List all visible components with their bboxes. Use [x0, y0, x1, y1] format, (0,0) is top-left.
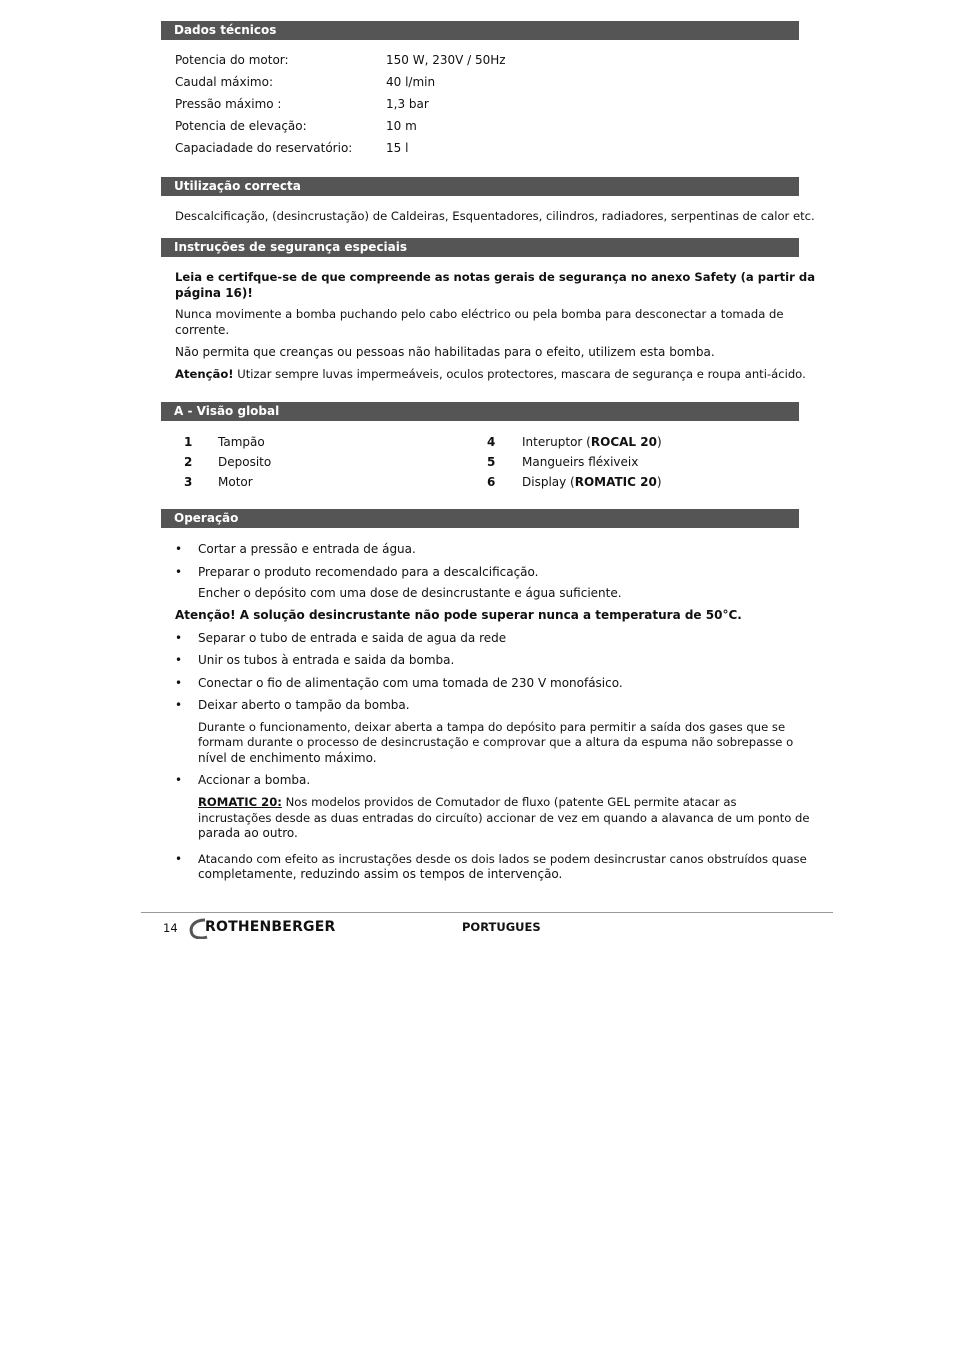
usage-text: Descalcificação, (desincrustação) de Caldeiras, Esquentadores, cilindros, radiadores, serpentinas de calor etc.: [175, 209, 815, 223]
safety-bold-line: página 16)!: [175, 286, 253, 300]
operation-step-detail: Durante o funcionamento, deixar aberta a tampa do depósito para permitir a saída dos gases que se: [198, 720, 786, 734]
spec-value: 1,3 bar: [386, 97, 429, 111]
brand-name: ROTHENBERGER: [205, 919, 336, 935]
bullet-dot: •: [175, 653, 183, 667]
operation-step-detail: incrustações desde as duas entradas do circuíto) accionar de vez em quando a alavanca de um ponto de: [198, 811, 810, 825]
overview-number: 3: [184, 475, 193, 489]
footer-language: PORTUGUES: [462, 920, 541, 934]
safety-attention: [175, 367, 806, 382]
spec-label: Pressão máximo :: [175, 97, 282, 111]
bullet-dot: •: [175, 565, 183, 579]
overview-number: 4: [487, 435, 496, 449]
footer-rule: [141, 912, 833, 913]
operation-step: Atacando com efeito as incrustações desde os dois lados se podem desincrustar canos obstruídos quase: [198, 852, 807, 866]
section-header-dados-tecnicos: Dados técnicos: [161, 21, 799, 40]
spec-label: Potencia do motor:: [175, 53, 289, 67]
operation-step-detail: parada ao outro.: [198, 826, 298, 840]
overview-number: 5: [487, 455, 496, 469]
overview-label: Display (ROMATIC 20): [522, 475, 662, 489]
section-header-operacao: Operação: [161, 509, 799, 528]
spec-value: 15 l: [386, 141, 409, 155]
operation-step: Unir os tubos à entrada e saida da bomba.: [198, 653, 455, 667]
overview-label: Mangueirs fléxiveix: [522, 455, 639, 469]
spec-label: Potencia de elevação:: [175, 119, 307, 133]
section-header-seguranca: Instruções de segurança especiais: [161, 238, 799, 257]
overview-number: 6: [487, 475, 496, 489]
bullet-dot: •: [175, 773, 183, 787]
overview-label: Deposito: [218, 455, 272, 469]
spec-value: 150 W, 230V / 50Hz: [386, 53, 506, 67]
bullet-dot: •: [175, 542, 183, 556]
spec-label: Capaciadade do reservatório:: [175, 141, 353, 155]
operation-step-detail: ROMATIC 20: Nos modelos providos de Comutador de fluxo (patente GEL permite atacar as: [198, 795, 737, 809]
operation-step: Cortar a pressão e entrada de água.: [198, 542, 416, 556]
safety-paragraph: Não permita que creanças ou pessoas não habilitadas para o efeito, utilizem esta bomba.: [175, 345, 715, 359]
operation-step-detail: Encher o depósito com uma dose de desincrustante e água suficiente.: [198, 586, 622, 600]
spec-value: 40 l/min: [386, 75, 436, 89]
overview-label: Tampão: [218, 435, 265, 449]
operation-step: Separar o tubo de entrada e saida de agua da rede: [198, 631, 507, 645]
overview-number: 2: [184, 455, 193, 469]
operation-step: Deixar aberto o tampão da bomba.: [198, 698, 410, 712]
operation-warning: Atenção! A solução desincrustante não pode superar nunca a temperatura de 50°C.: [175, 608, 742, 622]
overview-number: 1: [184, 435, 193, 449]
operation-step: Conectar o fio de alimentação com uma tomada de 230 V monofásico.: [198, 676, 623, 690]
bullet-dot: •: [175, 676, 183, 690]
bullet-dot: •: [175, 698, 183, 712]
safety-bold-line: Leia e certifque-se de que compreende as notas gerais de segurança no anexo Safety (a partir da: [175, 270, 816, 284]
page-number: 14: [163, 921, 178, 935]
section-header-utilizacao: Utilização correcta: [161, 177, 799, 196]
section-header-visao-global: A - Visão global: [161, 402, 799, 421]
operation-step: Accionar a bomba.: [198, 773, 311, 787]
attention-text: Utizar sempre luvas impermeáveis, oculos protectores, mascara de segurança e roupa anti-ácido.: [233, 367, 806, 381]
safety-paragraph: Nunca movimente a bomba puchando pelo cabo eléctrico ou pela bomba para desconectar a tomada de: [175, 307, 784, 321]
safety-paragraph: corrente.: [175, 323, 230, 337]
romatic-label: ROMATIC 20:: [198, 795, 282, 809]
bullet-dot: •: [175, 852, 183, 866]
bullet-dot: •: [175, 631, 183, 645]
operation-step-detail: formam durante o processo de desincrustação e comprovar que a altura da espuma não sobrepasse o: [198, 735, 794, 749]
operation-step-detail: nível de enchimento máximo.: [198, 751, 377, 765]
operation-step: Preparar o produto recomendado para a descalcificação.: [198, 565, 539, 579]
overview-label: Motor: [218, 475, 253, 489]
spec-label: Caudal máximo:: [175, 75, 274, 89]
spec-value: 10 m: [386, 119, 417, 133]
overview-label: Interuptor (ROCAL 20): [522, 435, 662, 449]
operation-step: completamente, reduzindo assim os tempos de intervenção.: [198, 867, 563, 881]
attention-label: Atenção!: [175, 367, 234, 381]
